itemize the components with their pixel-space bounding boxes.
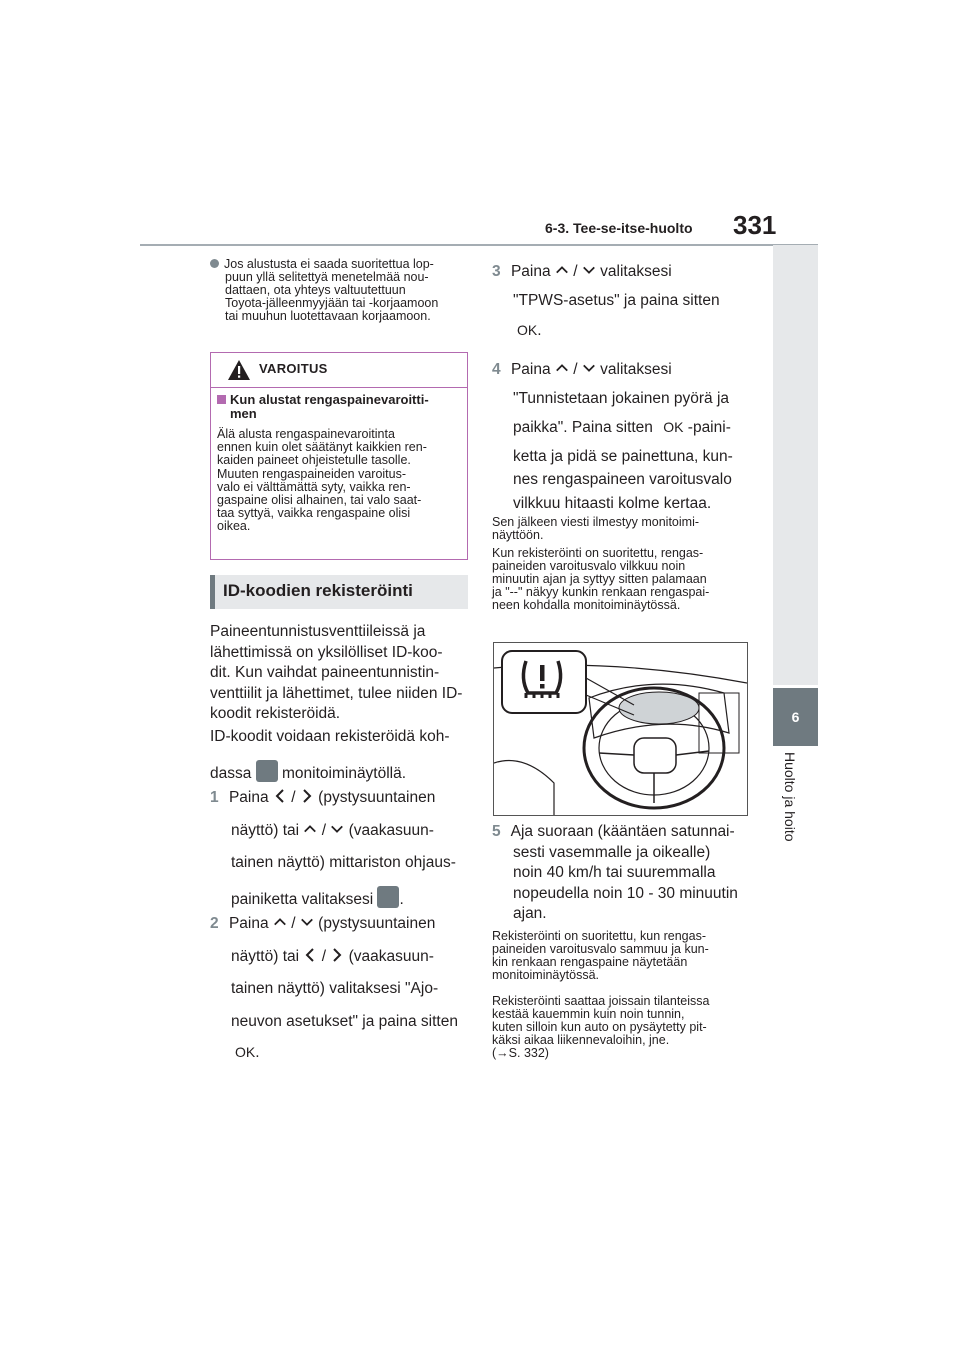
step-1: 1 Paina / (pystysuuntainen näyttö) tai / (vaakasuun- tainen näyttö) mittariston ohjaus- painiketta valitaksesi . bbox=[210, 789, 456, 908]
ok-button-icon: OK bbox=[663, 419, 684, 435]
warning-title-row bbox=[211, 353, 467, 388]
square-bullet-icon bbox=[217, 395, 226, 404]
chevron-down-icon bbox=[330, 821, 344, 837]
header-divider bbox=[140, 244, 818, 246]
gear-settings-icon bbox=[256, 760, 278, 782]
dashboard-illustration bbox=[493, 642, 748, 816]
side-tab-background bbox=[773, 245, 818, 685]
warning-box bbox=[210, 352, 468, 560]
warning-heading: Kun alustat rengaspainevaroitti- men bbox=[217, 393, 461, 421]
warning-text: Älä alusta rengaspainevaroitinta ennen kuin olet säätänyt kaikkien ren- kaiden paineet ohjeistetulle tasolle. Muuten rengaspaineiden varoitus- valo ei välttämättä syty, vaikka ren- gaspaine olisi alhainen, tai valo saat- taa syttyä, vaikka rengaspaine olisi oikea. bbox=[217, 427, 427, 534]
chevron-down-icon bbox=[582, 360, 596, 376]
section-heading: ID-koodien rekisteröinti bbox=[210, 575, 468, 609]
page-reference-link[interactable]: (→S. 332) bbox=[492, 1046, 549, 1060]
gear-settings-icon bbox=[377, 886, 399, 908]
ok-button-icon: OK bbox=[517, 322, 538, 338]
intro-paragraph: Paineentunnistusventtiileissä ja lähettimissä on yksilölliset ID-koo- dit. Kun vaihdat paineentunnistin- venttiilit ja lähettimet, tulee niiden ID- koodit rekisteröidä. bbox=[210, 623, 463, 722]
chevron-down-icon bbox=[300, 914, 314, 930]
step-3: 3 Paina / valitaksesi "TPWS-asetus" ja paina sitten OK. bbox=[492, 263, 720, 339]
bullet-dot-icon bbox=[210, 259, 219, 268]
section-title: 6-3. Tee-se-itse-huolto bbox=[545, 220, 693, 236]
chevron-right-icon bbox=[300, 788, 314, 804]
chevron-right-icon bbox=[330, 947, 344, 963]
chevron-left-icon bbox=[273, 788, 287, 804]
bullet-note: Jos alustusta ei saada suoritettua lop- puun yllä selitettyä menetelmää nou- dattaen, ota yhteys valtuutettuun Toyota-jälleenmyyjään tai -korjaamoon tai muuhun luotettavaan korjaamoon. bbox=[210, 258, 470, 323]
step-2: 2 Paina / (pystysuuntainen näyttö) tai / (vaakasuun- tainen näyttö) valitaksesi "Ajo- neuvon asetukset" ja paina sitten OK. bbox=[210, 915, 458, 1061]
chevron-up-icon bbox=[303, 821, 317, 837]
chevron-up-icon bbox=[555, 360, 569, 376]
chapter-label: Huolto ja hoito bbox=[782, 752, 798, 842]
chevron-left-icon bbox=[303, 947, 317, 963]
note-2: Kun rekisteröinti on suoritettu, rengas- paineiden varoitusvalo vilkkuu noin minuutin ajan ja syttyy sitten palamaan ja "--" näkyy kunkin renkaan rengaspai- neen kohdalla monitoiminäytössä. bbox=[492, 546, 710, 612]
step-5: 5 Aja suoraan (kääntäen satunnai- sesti vasemmalle ja oikealle) noin 40 km/h tai suuremmalla nopeudella noin 10 - 30 minuutin ajan. bbox=[492, 823, 738, 922]
chevron-up-icon bbox=[555, 262, 569, 278]
tire-pressure-warning-icon bbox=[516, 653, 568, 705]
note-1: Sen jälkeen viesti ilmestyy monitoimi- näyttöön. bbox=[492, 515, 700, 542]
chevron-down-icon bbox=[582, 262, 596, 278]
page-number: 331 bbox=[733, 210, 777, 240]
chapter-number-tab[interactable]: 6 bbox=[773, 688, 818, 746]
ok-button-icon: OK bbox=[235, 1044, 256, 1060]
warning-title: VAROITUS bbox=[259, 361, 328, 376]
warning-triangle-icon bbox=[227, 359, 251, 381]
paragraph-2: ID-koodit voidaan rekisteröidä koh- dassa monitoiminäytöllä. bbox=[210, 728, 450, 782]
note-3: Rekisteröinti on suoritettu, kun rengas- paineiden varoitusvalo sammuu ja kun- kin renkaan rengaspaine näytetään monitoiminäytössä. bbox=[492, 929, 709, 982]
chevron-up-icon bbox=[273, 914, 287, 930]
note-4: Rekisteröinti saattaa joissain tilanteissa kestää kauemmin kuin noin tunnin, kuten silloin kun auto on pysäytetty pit- käksi aikaa liikennevaloihin, jne. (→S. 332) bbox=[492, 995, 754, 1060]
step-4: 4 Paina / valitaksesi "Tunnistetaan jokainen pyörä ja paikka". Paina sitten OK -paini- ketta ja pidä se painettuna, kun- nes rengaspaineen varoitusvalo vilkkuu hitaasti kolme kertaa. bbox=[492, 361, 733, 512]
